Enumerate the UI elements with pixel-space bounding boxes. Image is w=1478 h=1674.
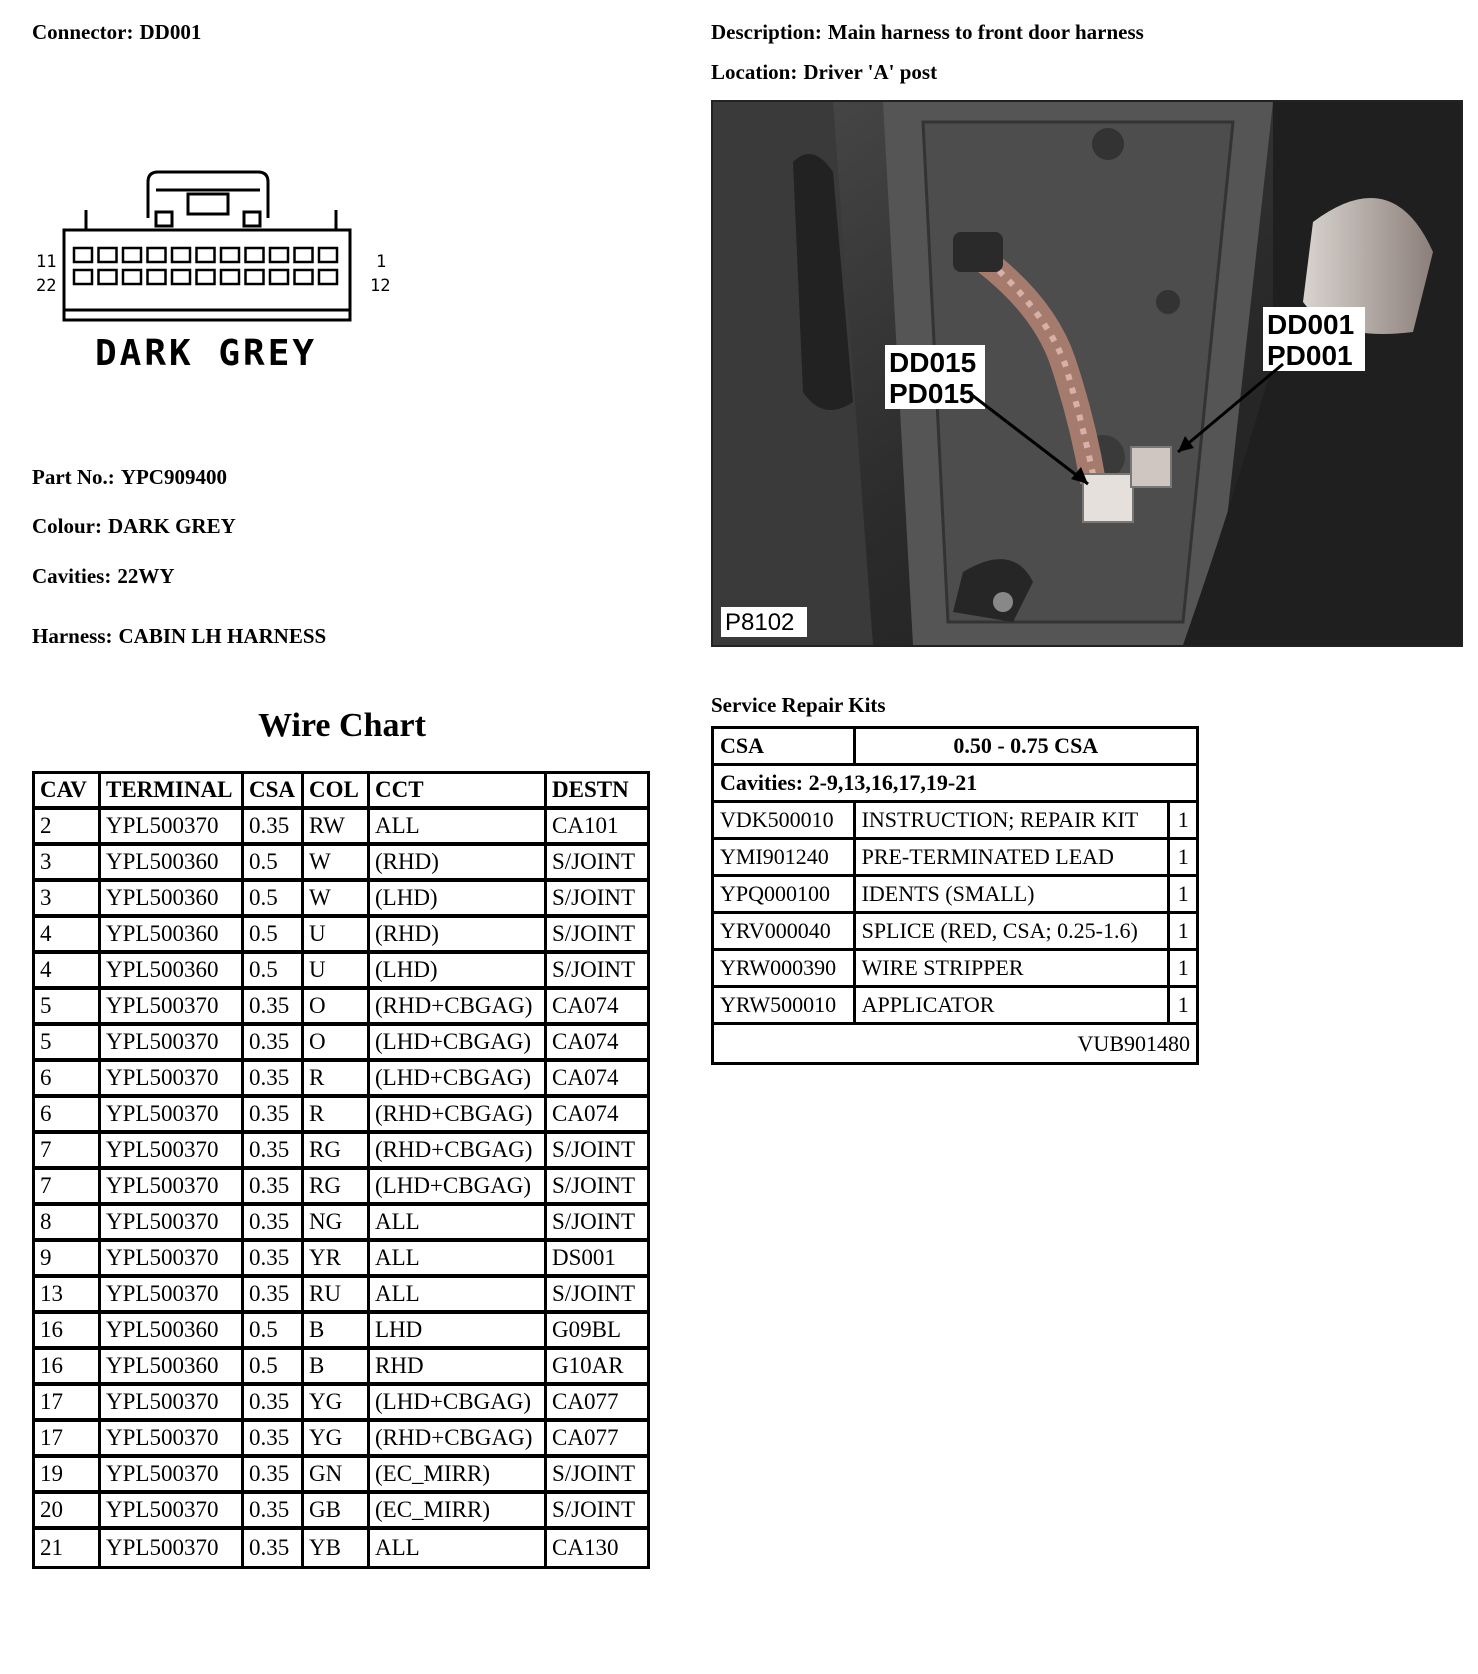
kit-quantity: 1: [1170, 840, 1196, 877]
cell-csa: 0.35: [244, 1134, 304, 1170]
kits-cavities-line: Cavities: 2-9,13,16,17,19-21: [714, 766, 1196, 803]
table-row: [35, 846, 647, 882]
list-item: [714, 840, 1196, 877]
pin-cavity: [148, 248, 166, 262]
cell-cav: 21: [35, 1530, 101, 1566]
cell-col: RU: [304, 1278, 370, 1314]
cell-destn: S/JOINT: [547, 1458, 647, 1494]
cell-destn: S/JOINT: [547, 954, 647, 990]
cell-cav: 3: [35, 882, 101, 918]
pin-cavity: [123, 248, 141, 262]
connector-colour-caption: DARK GREY: [95, 333, 318, 374]
cell-terminal: YPL500370: [101, 1530, 244, 1566]
connector-value: DD001: [139, 20, 202, 44]
cavities: [32, 564, 175, 589]
description-heading: [711, 20, 1144, 45]
cell-destn: S/JOINT: [547, 1170, 647, 1206]
cell-destn: CA074: [547, 990, 647, 1026]
cell-cav: 5: [35, 1026, 101, 1062]
cell-cct: (LHD+CBGAG): [370, 1386, 547, 1422]
cell-csa: 0.35: [244, 1494, 304, 1530]
kits-csa-label: CSA: [714, 729, 856, 766]
cell-destn: S/JOINT: [547, 1206, 647, 1242]
table-row: [35, 1530, 647, 1566]
cell-terminal: YPL500370: [101, 1242, 244, 1278]
list-item: [714, 877, 1196, 914]
cell-destn: CA101: [547, 810, 647, 846]
cell-cav: 4: [35, 918, 101, 954]
kit-description: INSTRUCTION; REPAIR KIT: [856, 803, 1171, 840]
cell-cct: (RHD+CBGAG): [370, 1422, 547, 1458]
connector-label: Connector:: [32, 20, 134, 44]
repair-kits-table: [711, 726, 1199, 1065]
cell-terminal: YPL500370: [101, 1494, 244, 1530]
cell-cav: 13: [35, 1278, 101, 1314]
cell-csa: 0.5: [244, 954, 304, 990]
cell-cav: 4: [35, 954, 101, 990]
kits-footer-code: VUB901480: [1077, 1030, 1190, 1056]
cell-col: GB: [304, 1494, 370, 1530]
pin-cavity-grid: [74, 248, 337, 284]
cell-cav: 5: [35, 990, 101, 1026]
cell-destn: G09BL: [547, 1314, 647, 1350]
cell-csa: 0.35: [244, 1386, 304, 1422]
cell-cct: (RHD+CBGAG): [370, 990, 547, 1026]
table-row: [35, 882, 647, 918]
cell-col: O: [304, 990, 370, 1026]
pin-cavity: [172, 270, 190, 284]
cell-cct: ALL: [370, 1242, 547, 1278]
kit-description: PRE-TERMINATED LEAD: [856, 840, 1171, 877]
pin-cavity: [295, 270, 313, 284]
col-terminal: TERMINAL: [101, 774, 244, 810]
cell-cct: (LHD+CBGAG): [370, 1170, 547, 1206]
kits-csa-row: [714, 729, 1196, 766]
connector-heading: [32, 20, 201, 45]
col-destn: DESTN: [547, 774, 647, 810]
kits-csa-value: 0.50 - 0.75 CSA: [856, 729, 1196, 766]
cell-cct: (RHD): [370, 918, 547, 954]
table-row: [35, 1062, 647, 1098]
cell-cct: (RHD+CBGAG): [370, 1134, 547, 1170]
cell-terminal: YPL500360: [101, 1350, 244, 1386]
location-photo: [711, 100, 1463, 647]
cell-cav: 7: [35, 1170, 101, 1206]
photo-figure-id: P8102: [725, 609, 795, 636]
cell-col: RG: [304, 1170, 370, 1206]
cell-terminal: YPL500370: [101, 1422, 244, 1458]
part-number-value: YPC909400: [120, 465, 227, 489]
pin-cavity: [319, 270, 337, 284]
cell-cav: 16: [35, 1314, 101, 1350]
table-row: [35, 1422, 647, 1458]
cell-destn: CA074: [547, 1062, 647, 1098]
cell-cct: (EC_MIRR): [370, 1458, 547, 1494]
cell-csa: 0.35: [244, 1170, 304, 1206]
pin-cavity: [99, 270, 117, 284]
cell-cav: 7: [35, 1134, 101, 1170]
pin-cavity: [319, 248, 337, 262]
kit-quantity: 1: [1170, 914, 1196, 951]
pin-cavity: [221, 248, 239, 262]
cell-csa: 0.35: [244, 1206, 304, 1242]
cell-cct: (LHD+CBGAG): [370, 1026, 547, 1062]
cell-cct: (LHD): [370, 882, 547, 918]
cell-col: R: [304, 1098, 370, 1134]
cell-cct: ALL: [370, 1278, 547, 1314]
cell-destn: CA130: [552, 1535, 619, 1560]
kit-description: APPLICATOR: [856, 988, 1171, 1025]
cell-terminal: YPL500370: [101, 990, 244, 1026]
cell-cav: 9: [35, 1242, 101, 1278]
cell-terminal: YPL500360: [101, 882, 244, 918]
cell-col: U: [304, 954, 370, 990]
table-row: [35, 1170, 647, 1206]
kit-part-number: YPQ000100: [714, 877, 856, 914]
callout-dd001-line1: DD001: [1267, 309, 1355, 340]
colour-label: Colour:: [32, 514, 102, 538]
cell-col: RG: [304, 1134, 370, 1170]
pin-label-1: 1: [376, 252, 387, 272]
cell-col: W: [304, 846, 370, 882]
cell-col: R: [304, 1062, 370, 1098]
cell-destn: S/JOINT: [547, 918, 647, 954]
table-row: [35, 954, 647, 990]
cell-destn: CA077: [547, 1422, 647, 1458]
repair-kits-title: Service Repair Kits: [711, 693, 886, 717]
table-row: [35, 918, 647, 954]
table-row: [35, 1206, 647, 1242]
cavities-value: 22WY: [117, 564, 175, 588]
kit-description: IDENTS (SMALL): [856, 877, 1171, 914]
cell-destn: CA074: [547, 1026, 647, 1062]
col-csa: CSA: [244, 774, 304, 810]
pin-cavity: [148, 270, 166, 284]
pin-label-22: 22: [36, 276, 57, 296]
wire-chart-table: [32, 771, 650, 1569]
table-row: [35, 1494, 647, 1530]
cavities-label: Cavities:: [32, 564, 112, 588]
cell-cct: (LHD): [370, 954, 547, 990]
pin-cavity: [246, 248, 264, 262]
wire-chart-title: Wire Chart: [258, 707, 426, 744]
cell-terminal: YPL500360: [101, 954, 244, 990]
harness: [32, 624, 326, 649]
cell-csa: 0.5: [244, 918, 304, 954]
harness-value: CABIN LH HARNESS: [118, 624, 327, 648]
kit-part-number: YRW000390: [714, 951, 856, 988]
cell-cav: 17: [35, 1422, 101, 1458]
pin-label-12: 12: [370, 276, 391, 296]
cell-terminal: YPL500370: [101, 1098, 244, 1134]
pin-cavity: [270, 270, 288, 284]
table-row: [35, 1242, 647, 1278]
cell-csa: 0.5: [244, 1314, 304, 1350]
kit-part-number: VDK500010: [714, 803, 856, 840]
cell-col: O: [304, 1026, 370, 1062]
cell-destn: S/JOINT: [547, 1134, 647, 1170]
location-label: Location:: [711, 60, 798, 84]
col-cav: CAV: [35, 774, 101, 810]
cell-cct: (RHD): [370, 846, 547, 882]
pin-cavity: [270, 248, 288, 262]
cell-col: YG: [304, 1422, 370, 1458]
pin-cavity: [172, 248, 190, 262]
pin-cavity: [197, 248, 215, 262]
cell-terminal: YPL500370: [101, 1278, 244, 1314]
kit-quantity: 1: [1170, 951, 1196, 988]
cell-terminal: YPL500370: [101, 1062, 244, 1098]
cell-cav: 6: [35, 1062, 101, 1098]
cell-csa: 0.35: [244, 1422, 304, 1458]
cell-cav: 17: [35, 1386, 101, 1422]
cell-cav: 16: [35, 1350, 101, 1386]
cell-cav: 8: [35, 1206, 101, 1242]
part-number: [32, 465, 227, 490]
cell-csa: 0.5: [244, 1350, 304, 1386]
cell-csa: 0.35: [244, 810, 304, 846]
cell-csa: 0.35: [244, 990, 304, 1026]
callout-dd015-line2: PD015: [889, 378, 975, 409]
cell-cct: (EC_MIRR): [370, 1494, 547, 1530]
cell-cct: (LHD+CBGAG): [370, 1062, 547, 1098]
description-value: Main harness to front door harness: [827, 20, 1144, 44]
callout-dd015-line1: DD015: [889, 347, 977, 378]
wire-chart-header-row: [35, 774, 647, 810]
cell-cct: ALL: [370, 1206, 547, 1242]
cell-terminal: YPL500370: [101, 1026, 244, 1062]
cell-col: U: [304, 918, 370, 954]
cell-csa: 0.35: [244, 1242, 304, 1278]
col-cct: CCT: [370, 774, 547, 810]
part-number-label: Part No.:: [32, 465, 115, 489]
location-value: Driver 'A' post: [803, 60, 938, 84]
harness-label: Harness:: [32, 624, 113, 648]
cell-col: RW: [304, 810, 370, 846]
table-row: [35, 810, 647, 846]
cell-csa: 0.35: [244, 1098, 304, 1134]
pin-cavity: [99, 248, 117, 262]
list-item: [714, 803, 1196, 840]
cell-col: YR: [304, 1242, 370, 1278]
cell-csa: 0.35: [244, 1530, 304, 1566]
cell-terminal: YPL500370: [101, 810, 244, 846]
cell-csa: 0.35: [244, 1278, 304, 1314]
callout-dd001-line2: PD001: [1267, 340, 1353, 371]
kits-footer-row: [714, 1025, 1196, 1062]
kit-quantity: 1: [1170, 803, 1196, 840]
cell-terminal: YPL500370: [101, 1206, 244, 1242]
cell-cct: (RHD+CBGAG): [370, 1098, 547, 1134]
cell-destn: CA077: [547, 1386, 647, 1422]
kit-part-number: YRV000040: [714, 914, 856, 951]
cell-destn: CA074: [547, 1098, 647, 1134]
cell-destn: S/JOINT: [547, 882, 647, 918]
table-row: [35, 1098, 647, 1134]
col-col: COL: [304, 774, 370, 810]
cell-csa: 0.35: [244, 1026, 304, 1062]
table-row: [35, 1458, 647, 1494]
cell-destn: S/JOINT: [547, 1278, 647, 1314]
cell-terminal: YPL500370: [101, 1134, 244, 1170]
cell-cav: 20: [35, 1494, 101, 1530]
kit-description: SPLICE (RED, CSA; 0.25-1.6): [856, 914, 1171, 951]
table-row: [35, 1278, 647, 1314]
pin-cavity: [246, 270, 264, 284]
colour-value: DARK GREY: [108, 514, 236, 538]
cell-terminal: YPL500370: [101, 1458, 244, 1494]
cell-cav: 2: [35, 810, 101, 846]
connector-face-diagram: [30, 160, 390, 340]
cell-cct: LHD: [370, 1314, 547, 1350]
location-heading: [711, 60, 937, 85]
cell-cct: ALL: [370, 810, 547, 846]
kit-quantity: 1: [1170, 988, 1196, 1025]
description-label: Description:: [711, 20, 822, 44]
pin-cavity: [74, 248, 92, 262]
table-row: [35, 990, 647, 1026]
cell-csa: 0.5: [244, 882, 304, 918]
cell-csa: 0.5: [244, 846, 304, 882]
pin-cavity: [221, 270, 239, 284]
cell-cav: 3: [35, 846, 101, 882]
cell-destn: S/JOINT: [547, 1494, 647, 1530]
pin-cavity: [295, 248, 313, 262]
cell-destn: S/JOINT: [547, 846, 647, 882]
table-row: [35, 1134, 647, 1170]
cell-cct: ALL: [370, 1530, 547, 1566]
cell-col: B: [304, 1314, 370, 1350]
cell-terminal: YPL500360: [101, 1314, 244, 1350]
cell-cav: 6: [35, 1098, 101, 1134]
table-row: [35, 1350, 647, 1386]
cell-cav: 19: [35, 1458, 101, 1494]
list-item: [714, 951, 1196, 988]
table-row: [35, 1386, 647, 1422]
pin-label-11: 11: [36, 252, 57, 272]
cell-col: B: [304, 1350, 370, 1386]
cell-col: YB: [304, 1530, 370, 1566]
cell-col: YG: [304, 1386, 370, 1422]
cell-csa: 0.35: [244, 1062, 304, 1098]
cell-csa: 0.35: [244, 1458, 304, 1494]
cell-col: GN: [304, 1458, 370, 1494]
colour: [32, 514, 236, 539]
pin-cavity: [197, 270, 215, 284]
callout-dd001: [1267, 309, 1354, 371]
kit-part-number: YMI901240: [714, 840, 856, 877]
cell-destn: G10AR: [547, 1350, 647, 1386]
kits-cavities-row: [714, 766, 1196, 803]
list-item: [714, 914, 1196, 951]
callout-dd015: [889, 347, 976, 409]
table-row: [35, 1026, 647, 1062]
cell-terminal: YPL500360: [101, 846, 244, 882]
pin-cavity: [74, 270, 92, 284]
cell-destn: DS001: [547, 1242, 647, 1278]
kit-description: WIRE STRIPPER: [856, 951, 1171, 988]
kit-quantity: 1: [1170, 877, 1196, 914]
cell-terminal: YPL500360: [101, 918, 244, 954]
cell-cct: RHD: [370, 1350, 547, 1386]
list-item: [714, 988, 1196, 1025]
pin-cavity: [123, 270, 141, 284]
cell-terminal: YPL500370: [101, 1386, 244, 1422]
cell-col: W: [304, 882, 370, 918]
cell-col: NG: [304, 1206, 370, 1242]
kit-part-number: YRW500010: [714, 988, 856, 1025]
table-row: [35, 1314, 647, 1350]
cell-terminal: YPL500370: [101, 1170, 244, 1206]
